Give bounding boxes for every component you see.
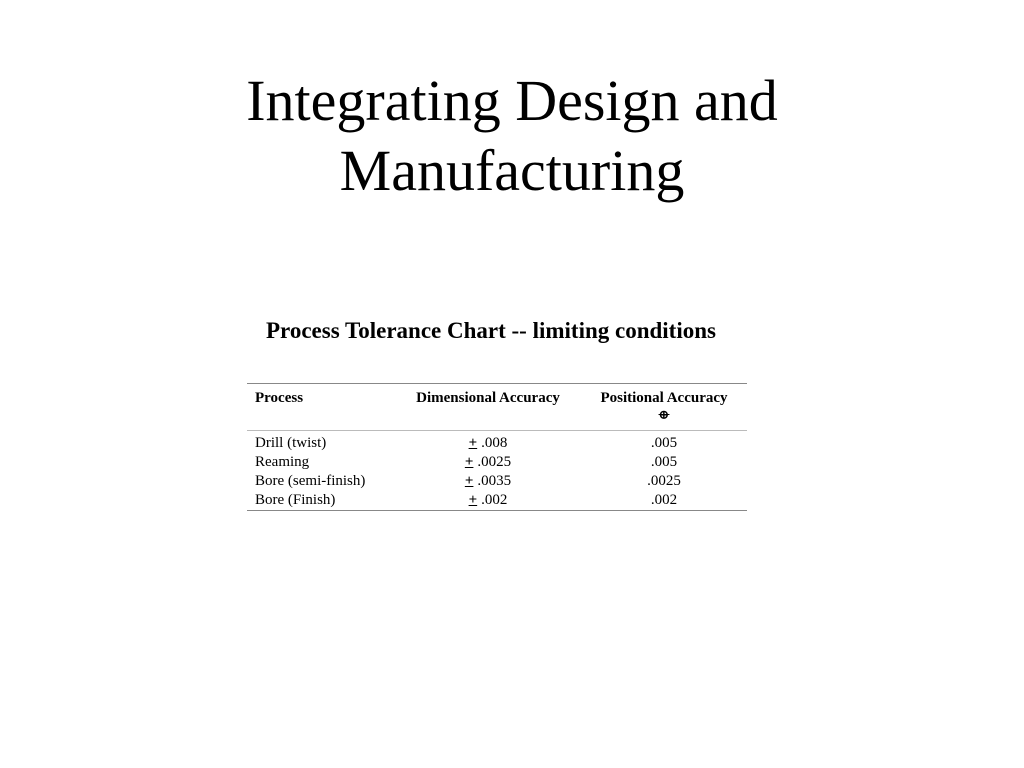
cell-dimensional-value: .0025 bbox=[477, 454, 512, 470]
table-row bbox=[247, 431, 747, 454]
position-tolerance-icon: ⊕ bbox=[658, 407, 670, 422]
cell-process: Drill (twist) bbox=[255, 435, 327, 451]
cell-dimensional bbox=[395, 431, 581, 454]
slide-title bbox=[0, 66, 1024, 206]
cell-dimensional-value: .0035 bbox=[477, 473, 512, 489]
cell-dimensional-value: .002 bbox=[481, 492, 508, 508]
header-positional-accuracy bbox=[581, 384, 747, 431]
header-positional-label: Positional Accuracy bbox=[600, 390, 728, 406]
table-row bbox=[247, 472, 747, 491]
table-header-row bbox=[247, 384, 747, 431]
chart-heading: Process Tolerance Chart -- limiting conditions bbox=[266, 318, 716, 343]
cell-positional: .005 bbox=[650, 435, 678, 451]
slide-title-line-1: Integrating Design and bbox=[246, 68, 778, 133]
process-tolerance-table bbox=[247, 383, 747, 511]
plus-minus-icon: + bbox=[464, 473, 474, 489]
plus-minus-icon: + bbox=[468, 435, 478, 451]
cell-dimensional bbox=[395, 453, 581, 472]
cell-dimensional bbox=[395, 472, 581, 491]
cell-positional: .002 bbox=[650, 492, 678, 508]
header-dimensional-accuracy: Dimensional Accuracy bbox=[416, 390, 560, 406]
cell-dimensional-value: .008 bbox=[481, 435, 508, 451]
table-row bbox=[247, 491, 747, 511]
cell-positional: .0025 bbox=[647, 473, 681, 489]
cell-positional: .005 bbox=[650, 454, 678, 470]
table-row bbox=[247, 453, 747, 472]
plus-minus-icon: + bbox=[468, 492, 478, 508]
cell-process: Bore (semi-finish) bbox=[255, 473, 366, 489]
cell-process: Bore (Finish) bbox=[255, 492, 336, 508]
plus-minus-icon: + bbox=[464, 454, 474, 470]
header-process: Process bbox=[255, 390, 304, 406]
cell-dimensional bbox=[395, 491, 581, 511]
cell-process: Reaming bbox=[255, 454, 310, 470]
slide-title-line-2: Manufacturing bbox=[339, 138, 685, 203]
